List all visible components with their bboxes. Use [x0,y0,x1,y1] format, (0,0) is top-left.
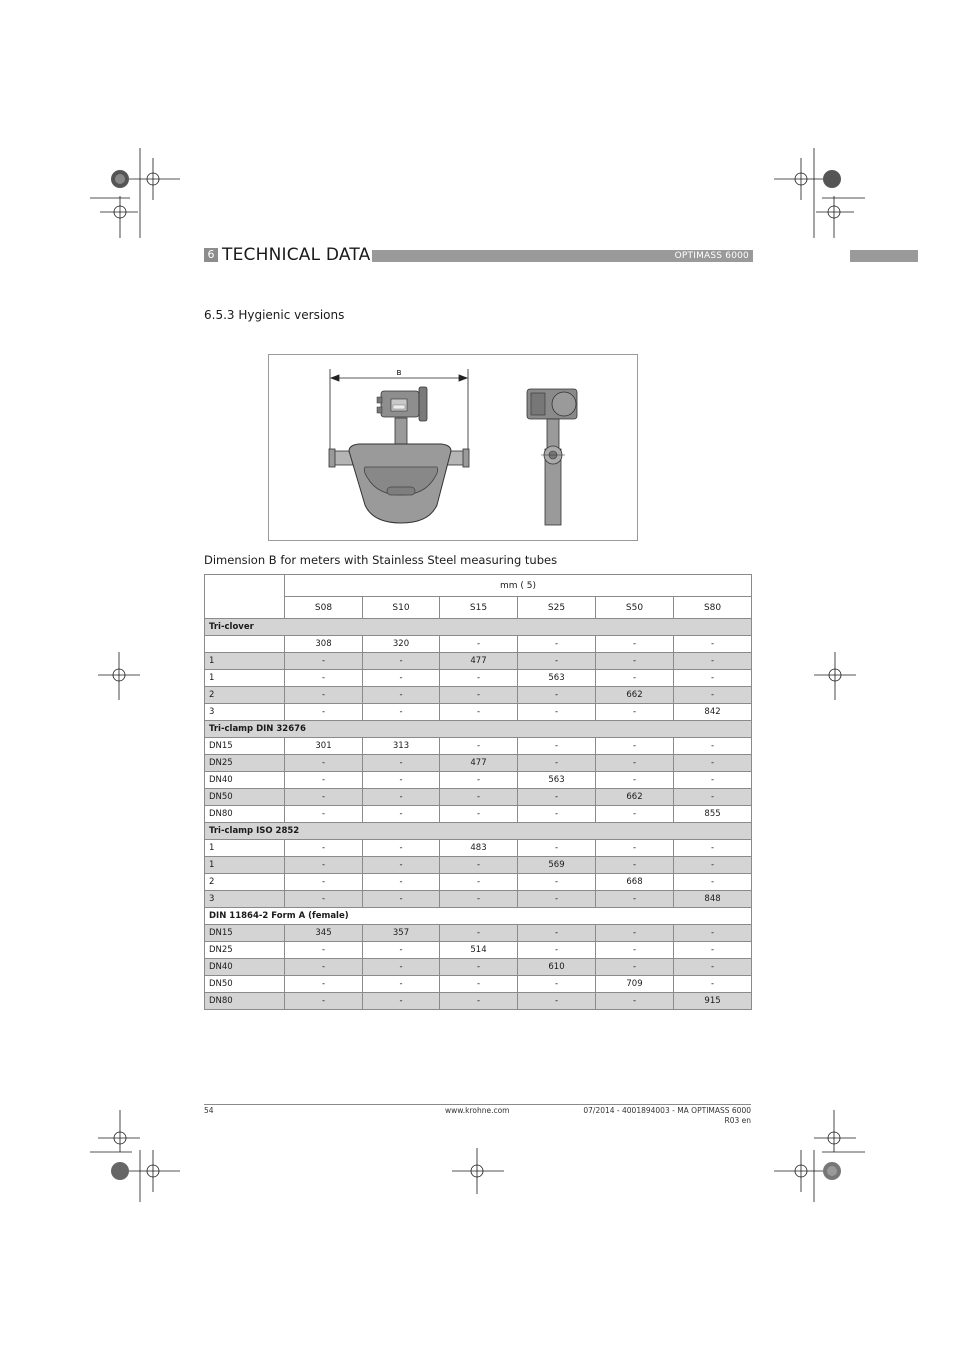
table-cell: - [596,857,674,874]
table-cell: 345 [285,925,363,942]
column-header: S15 [440,597,518,619]
table-cell: - [518,755,596,772]
table-group-row [205,823,752,840]
table-row [205,704,752,721]
table-group-row [205,908,752,925]
column-header: S80 [674,597,752,619]
row-label: DN40 [205,959,285,976]
chapter-number: 6 [204,248,218,262]
table-cell: - [596,806,674,823]
table-cell: - [285,704,363,721]
table-cell: - [518,925,596,942]
table-cell: - [596,636,674,653]
row-label [205,636,285,653]
table-cell: 320 [363,636,440,653]
table-cell: 477 [440,653,518,670]
group-label: Tri-clamp DIN 32676 [205,721,752,738]
table-cell: - [674,738,752,755]
table-group-row [205,721,752,738]
table-cell: - [363,772,440,789]
row-label: 3 [205,704,285,721]
header-tab [850,250,918,262]
table-caption: Dimension B for meters with Stainless Steel measuring tubes [204,553,558,567]
table-cell: - [285,959,363,976]
row-label: 1 [205,840,285,857]
table-cell: 662 [596,687,674,704]
row-label: 2 [205,687,285,704]
table-cell: - [674,925,752,942]
group-label: Tri-clover [205,619,752,636]
table-cell: - [363,653,440,670]
table-cell: - [596,840,674,857]
table-cell: - [596,670,674,687]
table-cell: - [363,670,440,687]
table-cell: - [518,891,596,908]
page-number: 54 [204,1106,214,1115]
table-row [205,942,752,959]
header-empty-cell [205,575,285,619]
table-cell: - [440,976,518,993]
table-cell: - [285,993,363,1010]
table-cell: - [363,942,440,959]
table-cell: - [518,687,596,704]
table-cell: 563 [518,772,596,789]
table-cell: 514 [440,942,518,959]
row-label: DN15 [205,738,285,755]
meter-drawing [268,354,638,541]
meter-illustration [269,355,637,540]
table-cell: - [440,636,518,653]
table-cell: - [285,891,363,908]
table-cell: 301 [285,738,363,755]
table-cell: 308 [285,636,363,653]
table-cell: - [363,755,440,772]
table-row [205,976,752,993]
table-cell: - [440,789,518,806]
dimension-label: B [396,369,402,377]
row-label: DN80 [205,993,285,1010]
table-cell: - [518,942,596,959]
table-row [205,925,752,942]
table-cell: - [596,755,674,772]
table-cell: - [596,891,674,908]
table-cell: 313 [363,738,440,755]
table-cell: - [674,959,752,976]
table-cell: 662 [596,789,674,806]
table-row [205,874,752,891]
table-cell: 357 [363,925,440,942]
table-cell: 477 [440,755,518,772]
chapter-title: TECHNICAL DATA [222,245,371,265]
group-label: Tri-clamp ISO 2852 [205,823,752,840]
table-row [205,755,752,772]
row-label: DN50 [205,976,285,993]
table-cell: 563 [518,670,596,687]
section-title: 6.5.3 Hygienic versions [204,308,345,322]
footer-rule [204,1104,751,1105]
product-name: OPTIMASS 6000 [674,251,749,261]
table-cell: - [674,636,752,653]
table-header-columns-row [205,597,752,619]
table-row [205,789,752,806]
row-label: DN15 [205,925,285,942]
table-row [205,687,752,704]
table-cell: - [518,993,596,1010]
table-cell: - [518,976,596,993]
footer-website: www.krohne.com [445,1106,510,1115]
table-cell: - [674,670,752,687]
table-cell: - [285,840,363,857]
table-cell: - [518,653,596,670]
column-header: S25 [518,597,596,619]
table-cell: - [440,993,518,1010]
dimension-table [204,574,752,1010]
table-cell: - [285,857,363,874]
table-cell: - [363,687,440,704]
table-cell: - [440,670,518,687]
table-row [205,636,752,653]
table-cell: - [440,738,518,755]
table-cell: - [363,891,440,908]
table-cell: - [440,891,518,908]
table-cell: - [596,942,674,959]
table-cell: - [674,653,752,670]
table-row [205,806,752,823]
header-bar [372,250,753,262]
table-cell: - [363,874,440,891]
table-cell: - [285,755,363,772]
table-cell: - [596,704,674,721]
table-cell: - [440,874,518,891]
table-row [205,840,752,857]
column-header: S50 [596,597,674,619]
table-cell: - [440,806,518,823]
table-cell: - [674,840,752,857]
row-label: 1 [205,857,285,874]
table-cell: - [674,687,752,704]
table-cell: - [674,942,752,959]
table-cell: - [518,738,596,755]
table-cell: - [518,874,596,891]
table-row [205,738,752,755]
table-cell: 848 [674,891,752,908]
table-cell: - [285,687,363,704]
table-cell: - [285,874,363,891]
table-cell: - [363,704,440,721]
table-cell: - [674,874,752,891]
table-cell: - [363,959,440,976]
table-cell: - [363,993,440,1010]
table-cell: - [363,857,440,874]
table-row [205,653,752,670]
table-cell: 842 [674,704,752,721]
table-cell: - [674,789,752,806]
row-label: DN25 [205,755,285,772]
table-cell: 855 [674,806,752,823]
table-cell: 483 [440,840,518,857]
table-cell: - [440,857,518,874]
table-group-row [205,619,752,636]
table-cell: - [285,806,363,823]
row-label: DN25 [205,942,285,959]
table-row [205,772,752,789]
row-label: 1 [205,670,285,687]
table-cell: - [285,976,363,993]
footer-document-reference: 07/2014 - 4001894003 - MA OPTIMASS 6000 R03 en [583,1106,751,1125]
column-header: S08 [285,597,363,619]
table-cell: - [518,704,596,721]
table-cell: - [363,840,440,857]
table-cell: - [596,653,674,670]
table-row [205,959,752,976]
table-cell: - [285,942,363,959]
row-label: DN80 [205,806,285,823]
table-cell: - [440,925,518,942]
table-cell: - [674,857,752,874]
table-cell: - [674,976,752,993]
table-cell: 569 [518,857,596,874]
table-cell: - [518,806,596,823]
row-label: 3 [205,891,285,908]
group-label: DIN 11864-2 Form A (female) [205,908,752,925]
row-label: DN50 [205,789,285,806]
table-cell: - [440,687,518,704]
table-header-unit-row [205,575,752,597]
table-cell: 610 [518,959,596,976]
table-row [205,670,752,687]
table-cell: - [285,653,363,670]
row-label: 2 [205,874,285,891]
table-cell: - [440,772,518,789]
table-row [205,891,752,908]
table-cell: - [596,925,674,942]
table-cell: - [674,755,752,772]
table-cell: - [674,772,752,789]
table-cell: - [596,738,674,755]
table-cell: 709 [596,976,674,993]
table-cell: - [285,772,363,789]
table-cell: - [518,840,596,857]
row-label: 1 [205,653,285,670]
table-cell: - [285,789,363,806]
table-cell: - [363,976,440,993]
table-cell: - [363,789,440,806]
table-cell: 915 [674,993,752,1010]
table-row [205,993,752,1010]
row-label: DN40 [205,772,285,789]
table-cell: - [596,772,674,789]
table-cell: 668 [596,874,674,891]
table-cell: - [440,959,518,976]
table-row [205,857,752,874]
table-cell: - [518,636,596,653]
unit-header: mm ( 5) [285,575,752,597]
table-cell: - [440,704,518,721]
table-cell: - [596,959,674,976]
table-cell: - [363,806,440,823]
table-cell: - [285,670,363,687]
column-header: S10 [363,597,440,619]
table-cell: - [518,789,596,806]
table-cell: - [596,993,674,1010]
